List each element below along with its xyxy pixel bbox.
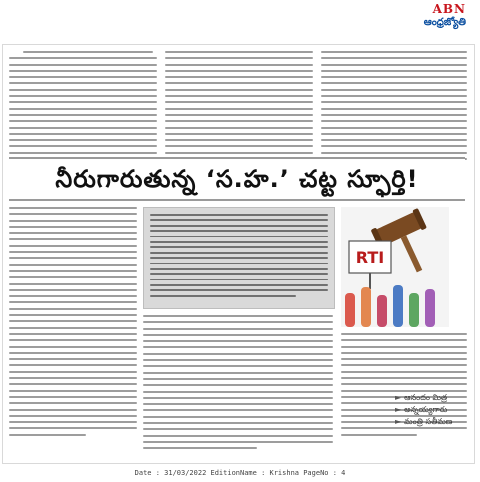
headline-band [9,157,465,201]
edition-name: ఆంధ్రజ్యోతి [423,17,466,28]
body-text-col-3-top [321,51,467,171]
body-text-col-1-top [9,51,157,171]
abn-logo-text: ABN [432,2,466,16]
byline-list [395,392,467,428]
byline-item: ► మంత్రి సతీమణ [395,417,453,426]
byline-item: ► అన్నయ్యగారు [395,405,448,414]
page-footer: Date : 31/03/2022 EditionName : Krishna PageNo : 4 [134,469,346,477]
rti-gavel-icon [341,207,449,327]
highlight-box [143,207,335,309]
body-text-col-1-bottom [9,207,137,440]
byline-item: ► ఆనందం మిత్ర [395,393,448,402]
article-headline: నీరుగారుతున్న ‘స.హ.’ చట్ట స్ఫూర్తి! [55,165,419,193]
body-text-col-2-top [165,51,313,171]
body-text-col-2-bottom [143,315,333,454]
rti-sign-label: RTI [355,248,385,267]
masthead-logo[interactable] [388,3,466,31]
rti-illustration [341,207,449,327]
